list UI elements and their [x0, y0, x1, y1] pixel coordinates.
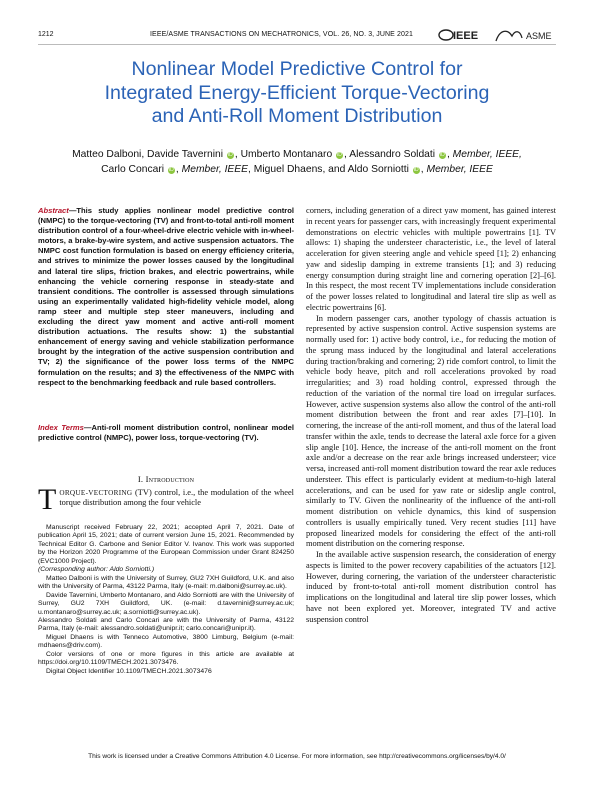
footnote-affiliation: Davide Tavernini, Umberto Montanaro, and Aldo Sorniotti are with the University of Surrey, GU2 7XH Guildford, UK. (e-mail: d.tavernini@surrey.ac.uk; u.montanaro@surrey.ac.uk; a.sorniotti@surrey.ac.uk). [38, 591, 294, 616]
paper-title [38, 58, 556, 129]
abstract-label: Abstract [38, 206, 69, 215]
footnote-color-versions: Color versions of one or more figures in this article are available at https://doi.org/10.1109/TMECH.2021.3073476. [38, 650, 294, 667]
author-line-2: Carlo Concari iD , Member, IEEE, Miguel Dhaens, and Aldo Sorniotti iD , Member, IEEE [101, 164, 493, 175]
section-heading [38, 474, 294, 484]
drop-cap: T [38, 483, 57, 516]
footnote-doi: Digital Object Identifier 10.1109/TMECH.2021.3073476 [46, 667, 212, 675]
orcid-icon[interactable]: iD [413, 167, 419, 173]
orcid-icon[interactable]: iD [169, 167, 174, 173]
author-text: Carlo Concari [101, 164, 165, 175]
author-text: Matteo Dalboni, Davide Tavernini [72, 149, 223, 160]
orcid-icon[interactable]: iD [440, 152, 445, 158]
author-text: , Alessandro Soldati [344, 149, 436, 160]
page-number: 1212 [38, 31, 54, 38]
footnote-affiliation: Matteo Dalboni is with the University of Surrey, GU2 7XH Guildford, U.K. and also with the University of Parma, 43122 Parma, Italy (e-mail: m.dalboni@surrey.ac.uk). [38, 574, 294, 591]
title-line-3: and Anti-Roll Moment Distribution [151, 105, 443, 127]
orcid-icon[interactable]: iD [228, 152, 233, 158]
author-text: , Miguel Dhaens, and Aldo Sorniotti [248, 164, 409, 175]
author-role: Member, IEEE [181, 164, 249, 175]
title-line-1: Nonlinear Model Predictive Control for [131, 58, 463, 80]
index-terms-label: Index Terms [38, 423, 84, 432]
author-list [38, 147, 556, 177]
footnote-corresponding: (Corresponding author: Aldo Sorniotti.) [38, 566, 155, 574]
intro-paragraph [38, 483, 294, 516]
body-paragraph: corners, including generation of a direct yaw moment, has gained interest in recent years for passenger cars, with increasingly frequent experimental demonstrations on electric vehicles with multiple powertrains [1]. TV allows: 1) shaping the understeer characteristic, i.e., the level of lateral acceleration for given steering angle and vehicle speed [1]; 2) enhancing yaw and sideslip damping in extreme transients [1]; and 3) reducing energy consumption during straight line and cornering operation [2]–[6]. In this respect, the most recent TV implementations include consideration of the power losses related to longitudinal and lateral tire slip as well as electric powertrains [6]. [306, 206, 556, 312]
section-numeral: I. [137, 474, 144, 484]
body-paragraph: In modern passenger cars, another typology of chassis actuation is represented by active suspension control. Active suspension systems are normally used for: 1) active body control, i.e., for reducing the motion of the sprung mass induced by the longitudinal and lateral accelerations during traction/braking and cornering; 2) ride comfort control, to limit the vehicle body heave, pitch and roll accelerations provoked by road irregularities; and 3) road holding control, expressed through the reduction of the variation of the normal tire load on irregular surfaces. However, active suspension systems also allow the control of the anti-roll moment distribution between the front and rear axles [7]–[10]. In cornering, the increase of the anti-roll moment, and thus of the lateral load transfer within the axle, tends to decrease the lateral axle force for a given slip angle [10]. Hence, the increase of the anti-roll moment on the front axle and/or a decrease on the rear axle brings increased understeer; vice versa, increased anti-roll moment distribution toward the rear axle reduces understeer. This effect is particularly evident at medium-to-high lateral accelerations, and can be used for yaw rate or sideslip angle control, similarly to TV. Given the nonlinearity of the influence of the anti-roll moment distribution on vehicle dynamics, this kind of suspension controllers is usually empirically tuned. Very recent studies [11] have proposed linearized models for considering the effect of the anti-roll moment distribution on the cornering response. [306, 313, 556, 549]
footnote-manuscript: Manuscript received February 22, 2021; accepted April 7, 2021. Date of publication April 15, 2021; date of current version June 15, 2021. Recommended by Technical Editor G. Carbone and Senior Editor V. Ivanov. This work was supported by the Horizon 2020 Programme of the European Commission under Grant 824250 (EVC1000 Project). [38, 524, 294, 565]
abstract-text: —This study applies nonlinear model predictive control (NMPC) to the torque-vectoring (TV) and front-to-total anti-roll moment distribution control of a four-wheel-drive electric vehicle with in-wheel-motors, a brake-by-wire system, and active suspension actuators. The NMPC cost function formulation is based on energy efficiency criteria, and strives to minimize the power losses caused by the longitudinal and lateral tire slips, friction brakes, and electric powertrains, while enhancing the vehicle cornering response in steady-state and transient conditions. The controller is assessed through simulations using an experimentally validated high-fidelity vehicle model, along ramp steer and multiple step steer maneuvers, including and excluding the direct yaw moment and active anti-roll moment distribution actuations. The results show: 1) the substantial enhancement of energy saving and vehicle stabilization performance brought by the integration of the active suspension contribution and TV; 2) the significance of the power loss terms of the NMPC formulation on the results; and 3) the effectiveness of the NMPC with respect to the benchmarking feedback and rule based controllers. [38, 206, 294, 387]
body-paragraph: In the available active suspension research, the consideration of energy aspects is limited to the power recovery capabilities of the actuators [12]. However, during cornering, the variation of the understeer characteristic induced by front-to-total anti-roll moment distribution control has implications on the longitudinal and lateral tire slip power losses, which have not been explored yet. Moreover, integrated TV and active suspension control [306, 550, 556, 624]
index-terms-text: —Anti-roll moment distribution control, nonlinear model predictive control (NMPC), power loss, torque-vectoring (TV). [38, 423, 294, 443]
footnote-affiliation: Miguel Dhaens is with Tenneco Automotive, 3800 Limburg, Belgium (e-mail: mdhaens@driv.com). [38, 633, 294, 650]
header-divider [38, 44, 556, 45]
author-role: Member, IEEE [426, 164, 493, 175]
title-line-2: Integrated Energy-Efficient Torque-Vectoring [104, 81, 490, 104]
section-title: Introduction [145, 474, 195, 484]
footnote-affiliation: Alessandro Soldati and Carlo Concari are with the University of Parma, 43122 Parma, Italy (e-mail: alessandro.soldati@unipr.it; carlo.concari@unipr.it). [38, 616, 294, 633]
intro-text: (TV) control, i.e., the modulation of the wheel torque distribution among the four vehicle [59, 488, 294, 508]
orcid-icon[interactable]: iD [337, 152, 342, 158]
author-line-1: Matteo Dalboni, Davide Tavernini iD , Umberto Montanaro iD , Alessandro Soldati iD , Member, IEEE, [72, 149, 522, 160]
author-role: Member, IEEE, [452, 149, 522, 160]
ieee-logo-text: IEEE [453, 30, 479, 42]
intro-smallcaps: ORQUE-VECTORING [59, 489, 133, 497]
abstract [38, 206, 294, 388]
running-head: IEEE/ASME TRANSACTIONS ON MECHATRONICS, VOL. 26, NO. 3, JUNE 2021 [150, 31, 413, 38]
author-text: , Umberto Montanaro [234, 149, 333, 160]
ieee-logo [439, 30, 478, 42]
asme-logo-text: ASME [526, 31, 552, 41]
right-column-body [306, 206, 556, 625]
license-notice: This work is licensed under a Creative Commons Attribution 4.0 License. For more information, see http://creativecommons.org/licenses/by/4.0/ [88, 753, 506, 760]
asme-logo [496, 31, 552, 41]
footnotes [38, 524, 294, 676]
index-terms [38, 423, 294, 443]
publisher-logos [438, 26, 558, 44]
